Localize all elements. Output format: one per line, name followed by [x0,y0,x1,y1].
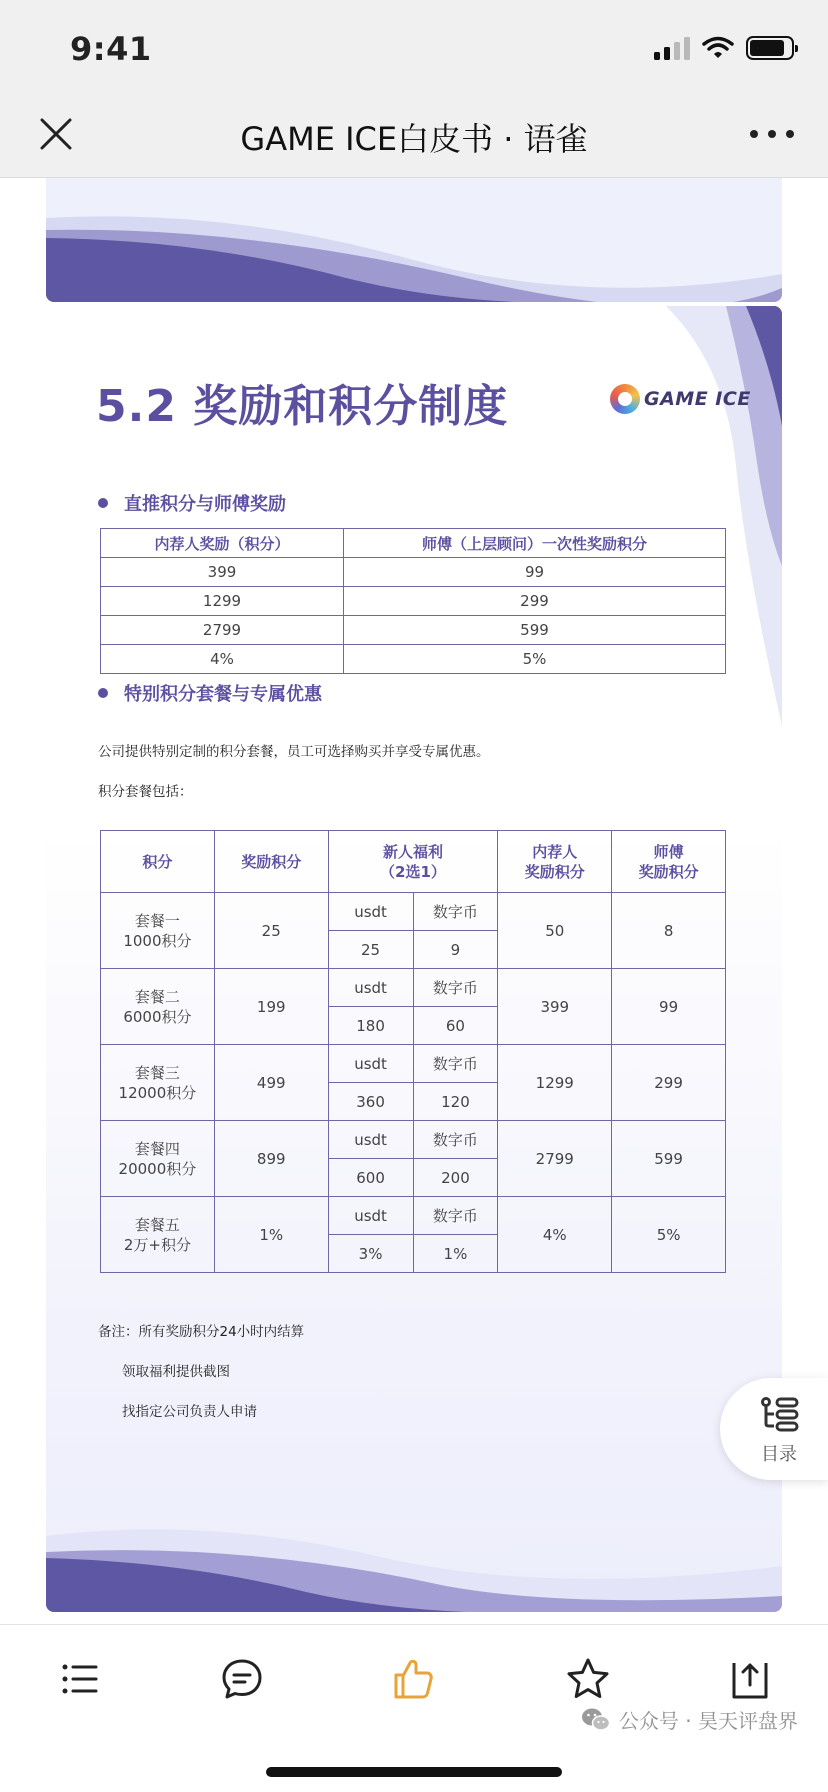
table-row: 套餐一 1000积分 25 usdt 数字币 50 8 [101,893,726,931]
section-title-packages: 特别积分套餐与专属优惠 [98,680,322,706]
bullet-icon [98,498,108,508]
table-row: 套餐二 6000积分 199 usdt 数字币 399 99 [101,969,726,1007]
table-row: 25 9 [101,931,726,969]
document-viewer[interactable] [0,178,828,1624]
toc-icon [760,1396,800,1432]
thumbs-up-icon[interactable] [390,1655,438,1703]
table-header: 师傅（上层顾问）一次性奖励积分 [344,529,726,558]
table-row: 399 99 [101,558,726,587]
game-ice-logo: GAME ICE [610,384,751,414]
toc-button[interactable] [720,1378,828,1480]
points-package-table [100,830,726,1273]
page-title: GAME ICE白皮书 · 语雀 [240,120,588,158]
bottom-toolbar [0,1624,828,1792]
star-icon[interactable] [564,1655,612,1703]
cellular-signal-icon [654,36,690,60]
home-indicator[interactable] [266,1767,562,1777]
watermark: 公众号 · 昊天评盘界 [581,1705,798,1734]
share-icon[interactable] [726,1655,774,1703]
logo-mark-icon [610,384,640,414]
table-row: 1299 299 [101,587,726,616]
table-row: 2799 599 [101,616,726,645]
list-icon[interactable] [56,1655,104,1703]
battery-icon [746,36,794,60]
table-row: 套餐四 20000积分 899 usdt 数字币 2799 599 [101,1121,726,1159]
status-icons [654,36,794,60]
table-header: 师傅 奖励积分 [612,831,726,893]
more-icon[interactable] [750,120,794,148]
note-screenshot: 领取福利提供截图 [122,1364,230,1380]
table-header: 内荐人 奖励积分 [498,831,612,893]
status-bar [0,0,828,92]
status-time: 9:41 [70,30,152,68]
wifi-icon [702,36,734,60]
slide-heading: 5.2 奖励和积分制度 [96,381,509,432]
table-row: 4% 5% [101,645,726,674]
section-title-referral: 直推积分与师傅奖励 [98,490,286,516]
nav-bar [0,92,828,178]
table-header: 积分 [101,831,215,893]
comment-icon[interactable] [218,1655,266,1703]
wechat-icon [581,1707,611,1733]
bullet-icon [98,688,108,698]
table-row: 600 200 [101,1159,726,1197]
table-row: 套餐五 2万+积分 1% usdt 数字币 4% 5% [101,1197,726,1235]
table-row: 180 60 [101,1007,726,1045]
packages-list-label: 积分套餐包括： [98,784,193,800]
note-apply: 找指定公司负责人申请 [122,1404,257,1420]
referral-reward-table [100,528,726,674]
table-header: 奖励积分 [214,831,328,893]
table-header: 新人福利 （2选1） [328,831,498,893]
table-header: 内荐人奖励（积分） [101,529,344,558]
note-settlement: 备注：所有奖励积分24小时内结算 [98,1324,305,1340]
toc-label: 目录 [761,1444,797,1465]
previous-slide-footer [46,178,782,302]
table-row: 3% 1% [101,1235,726,1273]
packages-intro: 公司提供特别定制的积分套餐，员工可选择购买并享受专属优惠。 [98,744,490,760]
table-row: 360 120 [101,1083,726,1121]
slide [46,306,782,1612]
table-row: 套餐三 12000积分 499 usdt 数字币 1299 299 [101,1045,726,1083]
